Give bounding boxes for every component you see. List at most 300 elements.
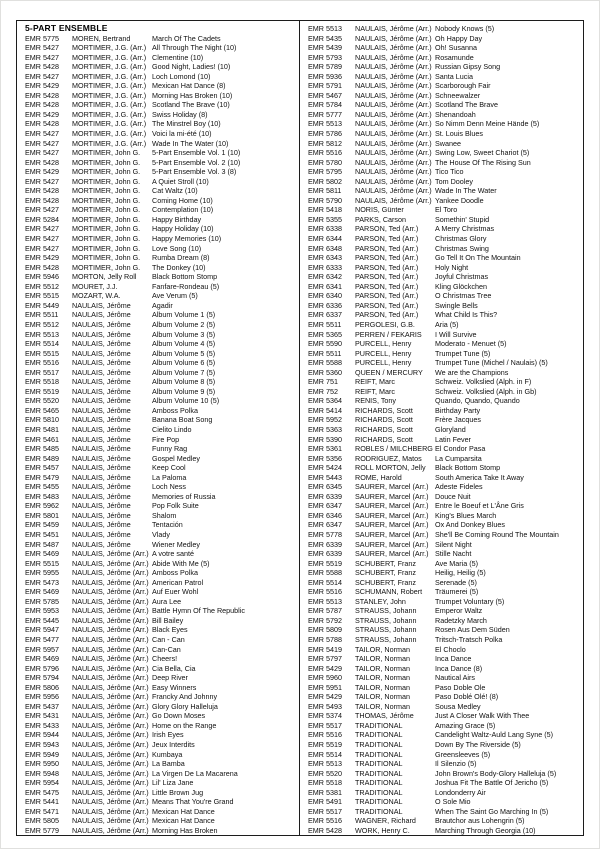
composer-name: WORK, Henry C. bbox=[355, 825, 410, 835]
table-row bbox=[308, 358, 578, 368]
piece-title: Auf Euer Wohl bbox=[152, 587, 199, 597]
emr-number: EMR 5427 bbox=[25, 205, 59, 215]
composer-name: MORTIMER, John G. bbox=[72, 214, 141, 224]
composer-name: SCHUBERT, Franz bbox=[355, 568, 416, 578]
piece-title: Silent Night bbox=[435, 539, 472, 549]
composer-name: TRADITIONAL bbox=[355, 730, 403, 740]
emr-number: EMR 5792 bbox=[308, 615, 342, 625]
composer-name: MORTIMER, John G. bbox=[72, 157, 141, 167]
composer-name: MORTIMER, J.G. (Arr.) bbox=[72, 129, 147, 139]
table-row bbox=[25, 148, 295, 158]
piece-title: Inca Dance bbox=[435, 654, 472, 664]
table-row bbox=[25, 568, 295, 578]
catalog-column-left bbox=[17, 21, 300, 835]
table-row bbox=[308, 597, 578, 607]
table-row bbox=[308, 196, 578, 206]
emr-number: EMR 5519 bbox=[25, 386, 59, 396]
emr-number: EMR 5953 bbox=[25, 606, 59, 616]
emr-number: EMR 5429 bbox=[308, 663, 342, 673]
piece-title: Latin Fever bbox=[435, 434, 471, 444]
table-row bbox=[308, 139, 578, 149]
composer-name: PERREN / FEKARIS bbox=[355, 329, 422, 339]
piece-title: Ave Verum (5) bbox=[152, 291, 198, 301]
emr-number: EMR 5514 bbox=[25, 339, 59, 349]
composer-name: MOZART, W.A. bbox=[72, 291, 121, 301]
piece-title: Amazing Grace (5) bbox=[435, 720, 496, 730]
piece-title: A votre santé bbox=[152, 549, 194, 559]
piece-title: Black Eyes bbox=[152, 625, 188, 635]
piece-title: Happy Holiday (10) bbox=[152, 224, 214, 234]
composer-name: NAULAIS, Jérôme (Arr.) bbox=[355, 157, 432, 167]
table-row bbox=[308, 167, 578, 177]
piece-title: Rumba Dream (8) bbox=[152, 253, 210, 263]
composer-name: WAGNER, Richard bbox=[355, 816, 416, 826]
piece-title: Nautical Airs bbox=[435, 673, 475, 683]
table-row bbox=[25, 730, 295, 740]
emr-number: EMR 5449 bbox=[25, 300, 59, 310]
piece-title: Album Volume 9 (5) bbox=[152, 386, 216, 396]
table-row bbox=[308, 769, 578, 779]
composer-name: NAULAIS, Jérôme (Arr.) bbox=[72, 711, 149, 721]
composer-name: NAULAIS, Jérôme (Arr.) bbox=[72, 549, 149, 559]
composer-name: MORTIMER, J.G. (Arr.) bbox=[72, 81, 147, 91]
composer-name: PURCELL, Henry bbox=[355, 348, 412, 358]
table-row bbox=[308, 788, 578, 798]
emr-number: EMR 6342 bbox=[308, 272, 342, 282]
emr-number: EMR 5947 bbox=[25, 625, 59, 635]
composer-name: MORTIMER, John G. bbox=[72, 167, 141, 177]
emr-number: EMR 5419 bbox=[308, 644, 342, 654]
table-row bbox=[308, 778, 578, 788]
table-row bbox=[308, 396, 578, 406]
piece-title: Mexican Hat Dance (8) bbox=[152, 81, 226, 91]
piece-title: Greensleeves (5) bbox=[435, 749, 491, 759]
composer-name: SAURER, Marcel (Arr.) bbox=[355, 491, 429, 501]
emr-number: EMR 5519 bbox=[308, 740, 342, 750]
piece-title: Go Tell It On The Mountain bbox=[435, 253, 521, 263]
table-row bbox=[308, 91, 578, 101]
piece-title: Voici la mi-été (10) bbox=[152, 129, 212, 139]
composer-name: TRADITIONAL bbox=[355, 768, 403, 778]
piece-title: Album Volume 5 (5) bbox=[152, 348, 216, 358]
emr-number: EMR 6336 bbox=[308, 300, 342, 310]
emr-number: EMR 5511 bbox=[308, 319, 342, 329]
table-row bbox=[25, 253, 295, 263]
table-row bbox=[25, 167, 295, 177]
emr-number: EMR 5455 bbox=[25, 482, 59, 492]
piece-title: All Through The Night (10) bbox=[152, 43, 237, 53]
piece-title: Tritsch-Tratsch Polka bbox=[435, 635, 503, 644]
piece-title: Scotland The Brave bbox=[435, 100, 498, 110]
table-row bbox=[308, 110, 578, 120]
emr-number: EMR 5374 bbox=[308, 711, 342, 721]
piece-title: Candelight Waltz-Auld Lang Syne (5) bbox=[435, 730, 553, 740]
composer-name: NAULAIS, Jérôme (Arr.) bbox=[355, 71, 432, 81]
piece-title: Fire Pop bbox=[152, 434, 180, 444]
emr-number: EMR 5424 bbox=[308, 463, 342, 473]
emr-number: EMR 5433 bbox=[25, 720, 59, 730]
piece-title: Album Volume 4 (5) bbox=[152, 339, 216, 349]
table-row bbox=[25, 597, 295, 607]
emr-number: EMR 5427 bbox=[25, 43, 59, 53]
composer-name: NAULAIS, Jérôme (Arr.) bbox=[355, 167, 432, 177]
emr-number: EMR 5811 bbox=[308, 186, 342, 196]
composer-name: SAURER, Marcel (Arr.) bbox=[355, 501, 429, 511]
table-row bbox=[308, 797, 578, 807]
table-row bbox=[25, 358, 295, 368]
composer-name: NAULAIS, Jérôme (Arr.) bbox=[355, 33, 432, 43]
piece-title: Lil' Liza Jane bbox=[152, 778, 194, 788]
table-row bbox=[25, 625, 295, 635]
emr-number: EMR 5428 bbox=[25, 186, 59, 196]
piece-title: Abide With Me (5) bbox=[152, 558, 210, 568]
emr-number: EMR 5360 bbox=[308, 367, 342, 377]
table-row bbox=[25, 224, 295, 234]
emr-number: EMR 5517 bbox=[308, 806, 342, 816]
table-row bbox=[308, 387, 578, 397]
piece-title: Christmas Swing bbox=[435, 243, 489, 253]
table-row bbox=[308, 158, 578, 168]
table-row bbox=[308, 406, 578, 416]
piece-title: Trumpet Tune (5) bbox=[435, 348, 491, 358]
table-row bbox=[308, 826, 578, 835]
table-row bbox=[308, 463, 578, 473]
table-row bbox=[308, 129, 578, 139]
table-row bbox=[308, 349, 578, 359]
emr-number: EMR 5512 bbox=[25, 281, 59, 291]
piece-title: Just A Closer Walk With Thee bbox=[435, 711, 530, 721]
composer-name: NAULAIS, Jérôme (Arr.) bbox=[355, 148, 432, 158]
composer-name: NAULAIS, Jérôme (Arr.) bbox=[72, 663, 149, 673]
composer-name: NAULAIS, Jérôme bbox=[72, 529, 131, 539]
composer-name: TAILOR, Norman bbox=[355, 701, 410, 711]
emr-number: EMR 5363 bbox=[308, 424, 342, 434]
composer-name: NAULAIS, Jérôme bbox=[72, 396, 131, 406]
composer-name: NAULAIS, Jérôme (Arr.) bbox=[72, 596, 149, 606]
composer-name: MORTIMER, J.G. (Arr.) bbox=[72, 71, 147, 81]
emr-number: EMR 5518 bbox=[308, 778, 342, 788]
table-row bbox=[25, 473, 295, 483]
table-row bbox=[25, 549, 295, 559]
piece-title: Adeste Fideles bbox=[435, 482, 483, 492]
table-row bbox=[25, 272, 295, 282]
composer-name: NAULAIS, Jérôme bbox=[72, 539, 131, 549]
composer-name: SAURER, Marcel (Arr.) bbox=[355, 549, 429, 559]
piece-title: Good Night, Ladies! (10) bbox=[152, 62, 231, 72]
composer-name: NAULAIS, Jérôme (Arr.) bbox=[72, 577, 149, 587]
emr-number: EMR 5520 bbox=[25, 396, 59, 406]
table-row bbox=[308, 43, 578, 53]
piece-title: Black Bottom Stomp bbox=[435, 463, 501, 473]
composer-name: NAULAIS, Jérôme (Arr.) bbox=[72, 625, 149, 635]
table-row bbox=[25, 673, 295, 683]
table-row bbox=[25, 139, 295, 149]
piece-title: Schweiz. Volkslied (Alph. in Gb) bbox=[435, 386, 537, 396]
composer-name: NAULAIS, Jérôme bbox=[72, 434, 131, 444]
composer-name: NAULAIS, Jérôme (Arr.) bbox=[355, 186, 432, 196]
emr-number: EMR 5469 bbox=[25, 654, 59, 664]
piece-title: Swiss Holiday (8) bbox=[152, 109, 208, 119]
table-row bbox=[308, 177, 578, 187]
emr-number: EMR 5511 bbox=[25, 310, 59, 320]
emr-number: EMR 5780 bbox=[308, 157, 342, 167]
piece-title: Moderato - Menuet (5) bbox=[435, 339, 507, 349]
emr-number: EMR 5805 bbox=[25, 816, 59, 826]
composer-name: NAULAIS, Jérôme bbox=[72, 424, 131, 434]
table-row bbox=[308, 215, 578, 225]
emr-number: EMR 5439 bbox=[308, 43, 342, 53]
table-row bbox=[25, 645, 295, 655]
emr-number: EMR 6344 bbox=[308, 234, 342, 244]
composer-name: PARSON, Ted (Arr.) bbox=[355, 272, 419, 282]
table-row bbox=[308, 100, 578, 110]
composer-name: NAULAIS, Jérôme (Arr.) bbox=[72, 682, 149, 692]
table-row bbox=[308, 53, 578, 63]
piece-title: Shenandoah bbox=[435, 109, 476, 119]
table-row bbox=[25, 301, 295, 311]
table-row bbox=[308, 425, 578, 435]
composer-name: NAULAIS, Jérôme (Arr.) bbox=[355, 62, 432, 72]
composer-name: QUEEN / MERCURY bbox=[355, 367, 423, 377]
emr-number: EMR 5793 bbox=[308, 52, 342, 62]
table-row bbox=[25, 291, 295, 301]
piece-title: Love Song (10) bbox=[152, 243, 202, 253]
table-row bbox=[25, 492, 295, 502]
emr-number: EMR 5390 bbox=[308, 434, 342, 444]
piece-title: Yankee Doodle bbox=[435, 195, 484, 205]
table-row bbox=[308, 625, 578, 635]
piece-title: Coming Home (10) bbox=[152, 195, 213, 205]
composer-name: TAILOR, Norman bbox=[355, 644, 410, 654]
table-row bbox=[308, 415, 578, 425]
emr-number: EMR 5428 bbox=[25, 90, 59, 100]
emr-number: EMR 6347 bbox=[308, 501, 342, 511]
emr-number: EMR 6339 bbox=[308, 549, 342, 559]
emr-number: EMR 5428 bbox=[25, 262, 59, 272]
piece-title: Holy Night bbox=[435, 262, 469, 272]
emr-number: EMR 5955 bbox=[25, 568, 59, 578]
emr-number: EMR 5284 bbox=[25, 214, 59, 224]
emr-number: EMR 6348 bbox=[308, 243, 342, 253]
emr-number: EMR 5960 bbox=[308, 673, 342, 683]
composer-name: SAURER, Marcel (Arr.) bbox=[355, 520, 429, 530]
piece-title: Rosamunde bbox=[435, 52, 474, 62]
emr-number: EMR 6339 bbox=[308, 539, 342, 549]
composer-name: MORTIMER, J.G. (Arr.) bbox=[72, 62, 147, 72]
emr-number: EMR 5949 bbox=[25, 749, 59, 759]
piece-title: Aria (5) bbox=[435, 319, 459, 329]
emr-number: EMR 6333 bbox=[308, 262, 342, 272]
catalog-table bbox=[16, 20, 584, 836]
composer-name: NAULAIS, Jérôme bbox=[72, 482, 131, 492]
composer-name: PARKS, Carson bbox=[355, 214, 406, 224]
emr-number: EMR 5588 bbox=[308, 568, 342, 578]
piece-title: Album Volume 7 (5) bbox=[152, 367, 216, 377]
emr-number: EMR 5795 bbox=[308, 167, 342, 177]
piece-title: Album Volume 2 (5) bbox=[152, 319, 216, 329]
piece-title: A Quiet Stroll (10) bbox=[152, 176, 209, 186]
table-row bbox=[25, 205, 295, 215]
composer-name: SCHUMANN, Robert bbox=[355, 587, 423, 597]
table-row bbox=[308, 234, 578, 244]
emr-number: EMR 5520 bbox=[308, 768, 342, 778]
piece-title: Easy Winners bbox=[152, 682, 197, 692]
table-row bbox=[25, 740, 295, 750]
piece-title: Paso Doblé Olé! (8) bbox=[435, 692, 499, 702]
composer-name: NAULAIS, Jérôme bbox=[72, 472, 131, 482]
table-row bbox=[25, 702, 295, 712]
piece-title: Stille Nacht bbox=[435, 549, 472, 559]
table-row bbox=[25, 53, 295, 63]
emr-number: EMR 5365 bbox=[308, 329, 342, 339]
table-row bbox=[25, 501, 295, 511]
composer-name: MORTIMER, J.G. (Arr.) bbox=[72, 100, 147, 110]
emr-number: EMR 5778 bbox=[308, 529, 342, 539]
piece-title: Wade In The Water bbox=[435, 186, 497, 196]
table-row bbox=[308, 81, 578, 91]
composer-name: PURCELL, Henry bbox=[355, 339, 412, 349]
emr-number: EMR 5812 bbox=[308, 138, 342, 148]
composer-name: NAULAIS, Jérôme bbox=[72, 386, 131, 396]
emr-number: EMR 5810 bbox=[25, 415, 59, 425]
composer-name: ROLL MORTON, Jelly bbox=[355, 463, 426, 473]
piece-title: Album Volume 6 (5) bbox=[152, 358, 216, 368]
table-row bbox=[308, 24, 578, 34]
table-row bbox=[25, 110, 295, 120]
piece-title: 5-Part Ensemble Vol. 2 (10) bbox=[152, 157, 241, 167]
composer-name: MORTIMER, John G. bbox=[72, 253, 141, 263]
emr-number: EMR 6341 bbox=[308, 281, 342, 291]
composer-name: MOURET, J.J. bbox=[72, 281, 118, 291]
piece-title: So Nimm Denn Meine Hände (5) bbox=[435, 119, 540, 129]
emr-number: EMR 5441 bbox=[25, 797, 59, 807]
section-header: 5-PART ENSEMBLE bbox=[25, 23, 108, 33]
piece-title: Santa Lucia bbox=[435, 71, 473, 81]
piece-title: Scotland The Brave (10) bbox=[152, 100, 230, 110]
emr-number: EMR 5517 bbox=[308, 720, 342, 730]
piece-title: Russian Gipsy Song bbox=[435, 62, 501, 72]
table-row bbox=[308, 368, 578, 378]
piece-title: Means That You're Grand bbox=[152, 797, 234, 807]
composer-name: NAULAIS, Jérôme bbox=[72, 348, 131, 358]
emr-number: EMR 751 bbox=[308, 377, 338, 387]
emr-number: EMR 5516 bbox=[308, 587, 342, 597]
composer-name: TRADITIONAL bbox=[355, 778, 403, 788]
emr-number: EMR 5361 bbox=[308, 444, 342, 454]
table-row bbox=[308, 377, 578, 387]
table-row bbox=[25, 435, 295, 445]
piece-title: El Condor Pasa bbox=[435, 444, 486, 454]
emr-number: EMR 6347 bbox=[308, 520, 342, 530]
composer-name: STRAUSS, Johann bbox=[355, 635, 417, 644]
composer-name: TAILOR, Norman bbox=[355, 682, 410, 692]
table-row bbox=[25, 196, 295, 206]
emr-number: EMR 5485 bbox=[25, 444, 59, 454]
piece-title: Funny Rag bbox=[152, 444, 188, 454]
emr-number: EMR 6339 bbox=[308, 491, 342, 501]
composer-name: NAULAIS, Jérôme bbox=[72, 501, 131, 511]
table-row bbox=[25, 177, 295, 187]
emr-number: EMR 5515 bbox=[25, 348, 59, 358]
table-row bbox=[25, 664, 295, 674]
table-row bbox=[25, 119, 295, 129]
composer-name: PURCELL, Henry bbox=[355, 358, 412, 368]
table-row bbox=[25, 750, 295, 760]
composer-name: MORTIMER, John G. bbox=[72, 243, 141, 253]
table-row bbox=[308, 759, 578, 769]
piece-title: Douce Nuit bbox=[435, 491, 471, 501]
piece-title: Keep Cool bbox=[152, 463, 186, 473]
table-row bbox=[25, 463, 295, 473]
table-row bbox=[25, 511, 295, 521]
catalog-column-right bbox=[299, 21, 582, 835]
composer-name: PARSON, Ted (Arr.) bbox=[355, 253, 419, 263]
table-row bbox=[25, 711, 295, 721]
piece-title: Morning Has Broken (10) bbox=[152, 90, 233, 100]
piece-title: Tentación bbox=[152, 520, 183, 530]
composer-name: STANLEY, John bbox=[355, 596, 406, 606]
table-row bbox=[308, 253, 578, 263]
piece-title: Wade In The Water (10) bbox=[152, 138, 229, 148]
piece-title: Kling Glöckchen bbox=[435, 281, 487, 291]
composer-name: REIFT, Marc bbox=[355, 386, 395, 396]
table-row bbox=[25, 559, 295, 569]
composer-name: MORTIMER, J.G. (Arr.) bbox=[72, 43, 147, 53]
emr-number: EMR 5427 bbox=[25, 234, 59, 244]
emr-number: EMR 5427 bbox=[25, 224, 59, 234]
composer-name: NAULAIS, Jérôme bbox=[72, 444, 131, 454]
emr-number: EMR 5427 bbox=[25, 71, 59, 81]
emr-number: EMR 5946 bbox=[25, 272, 59, 282]
composer-name: ROBLES / MILCHBERG bbox=[355, 444, 433, 454]
table-row bbox=[308, 683, 578, 693]
piece-title: Clementine (10) bbox=[152, 52, 204, 62]
emr-number: EMR 5956 bbox=[25, 692, 59, 702]
composer-name: SAURER, Marcel (Arr.) bbox=[355, 529, 429, 539]
composer-name: MORTIMER, John G. bbox=[72, 195, 141, 205]
composer-name: NAULAIS, Jérôme (Arr.) bbox=[72, 778, 149, 788]
composer-name: NAULAIS, Jérôme (Arr.) bbox=[72, 568, 149, 578]
piece-title: Scarborough Fair bbox=[435, 81, 491, 91]
emr-number: EMR 5797 bbox=[308, 654, 342, 664]
composer-name: NAULAIS, Jérôme (Arr.) bbox=[355, 138, 432, 148]
emr-number: EMR 5418 bbox=[308, 205, 342, 215]
table-row bbox=[25, 778, 295, 788]
table-row bbox=[25, 282, 295, 292]
composer-name: NAULAIS, Jérôme (Arr.) bbox=[72, 587, 149, 597]
table-row bbox=[25, 43, 295, 53]
composer-name: NAULAIS, Jérôme (Arr.) bbox=[72, 816, 149, 826]
piece-title: The Minstrel Boy (10) bbox=[152, 119, 221, 129]
composer-name: NAULAIS, Jérôme bbox=[72, 453, 131, 463]
piece-title: Home on the Range bbox=[152, 720, 217, 730]
piece-title: El Choclo bbox=[435, 644, 466, 654]
piece-title: Deep River bbox=[152, 673, 188, 683]
table-row bbox=[308, 692, 578, 702]
emr-number: EMR 5779 bbox=[25, 825, 59, 835]
emr-number: EMR 5954 bbox=[25, 778, 59, 788]
composer-name: TRADITIONAL bbox=[355, 759, 403, 769]
table-row bbox=[308, 549, 578, 559]
table-row bbox=[25, 540, 295, 550]
table-row bbox=[25, 635, 295, 645]
piece-title: Radetzky March bbox=[435, 615, 487, 625]
table-row bbox=[308, 282, 578, 292]
emr-number: EMR 5489 bbox=[25, 453, 59, 463]
piece-title: Album Volume 10 (5) bbox=[152, 396, 220, 406]
piece-title: La Paloma bbox=[152, 472, 187, 482]
emr-number: EMR 5588 bbox=[308, 358, 342, 368]
